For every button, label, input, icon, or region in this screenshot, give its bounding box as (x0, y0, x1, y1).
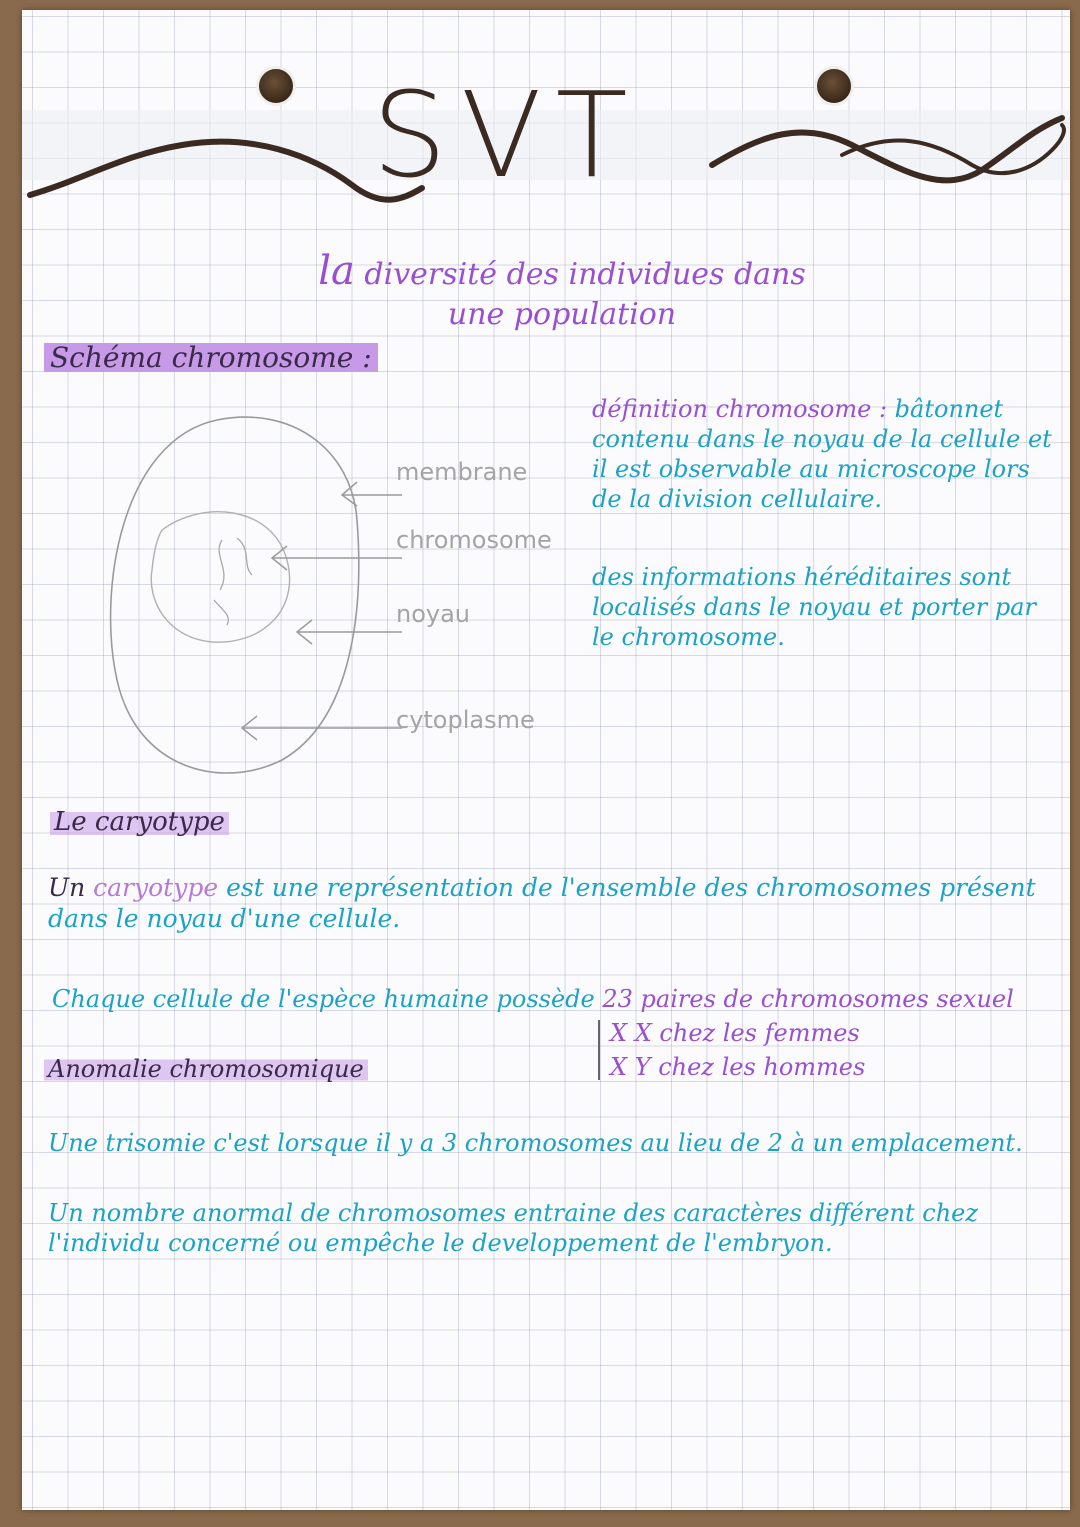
subtitle-line2: une population (447, 297, 677, 332)
caryotype-para-rest: est une représentation de l'ensemble des chromosomes présent dans le noyau d'une cellule. (48, 873, 1036, 934)
caryotype-heading: Le caryotype (50, 806, 229, 839)
label-membrane: membrane (396, 458, 528, 486)
caryotype-paragraph (48, 872, 1038, 935)
human-line-end: 23 paires de chromosomes sexuel (602, 985, 1014, 1013)
xx-line: X X chez les femmes (610, 1019, 860, 1047)
chapter-subtitle (312, 246, 812, 334)
nombre-anormal-text: Un nombre anormal de chromosomes entraine des caractères différent chez l'individu concerné ou empêche le developpement de l'embryon. (48, 1199, 978, 1257)
human-line-start: Chaque cellule de l'espèce humaine possède (52, 985, 595, 1013)
xy-line: X Y chez les hommes (610, 1053, 866, 1081)
label-cytoplasme: cytoplasme (396, 706, 535, 734)
definition-block (592, 394, 1062, 514)
cell-membrane-shape (111, 417, 359, 773)
definition-text: bâtonnet contenu dans le noyau de la cellule et il est observable au microscope lors de la division cellulaire. (592, 395, 1052, 513)
anomalie-heading: Anomalie chromosomique (44, 1054, 368, 1084)
trisomie-text: Une trisomie c'est lorsque il y a 3 chromosomes au lieu de 2 à un emplacement. (48, 1129, 1023, 1157)
notebook-page (22, 10, 1070, 1510)
caryotype-para-start: Un (48, 873, 86, 902)
subtitle-article: la (318, 248, 355, 294)
info-block (592, 562, 1052, 652)
caryotype-term: caryotype (93, 873, 219, 902)
info-text: des informations héréditaires sont localisés dans le noyau et porter par le chromosome. (592, 563, 1036, 651)
label-chromosome: chromosome (396, 526, 552, 554)
human-cell-line (52, 984, 1052, 1014)
label-noyau: noyau (396, 600, 471, 628)
subtitle-line1: diversité des individues dans (364, 257, 806, 292)
page-title: SVT (372, 66, 642, 204)
chromosome-shape (214, 538, 252, 625)
schema-heading: Schéma chromosome : (44, 340, 378, 375)
definition-lead: définition chromosome : (592, 395, 888, 423)
bracket-line (598, 1020, 600, 1080)
nucleus-shape (151, 512, 289, 642)
